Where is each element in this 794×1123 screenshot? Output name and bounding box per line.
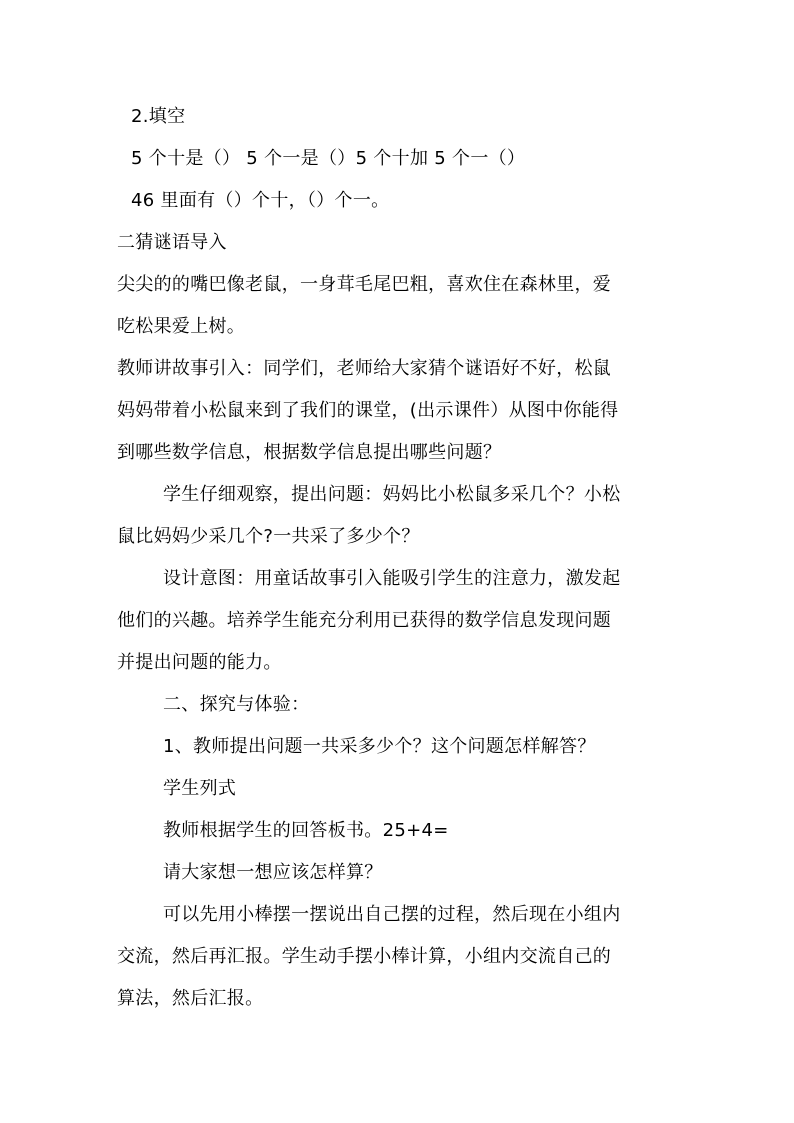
sticks-activity-line-2: 交流，然后再汇报。学生动手摆小棒计算，小组内交流自己的 <box>117 946 612 967</box>
design-intent-line-2: 他们的兴趣。培养学生能充分利用已获得的数学信息发现问题 <box>117 610 612 631</box>
teacher-board: 教师根据学生的回答板书。25+4= <box>163 820 449 841</box>
teacher-story-line-1: 教师讲故事引入：同学们，老师给大家猜个谜语好不好，松鼠 <box>117 358 612 379</box>
student-equation: 学生列式 <box>163 778 237 799</box>
section-heading-explore: 二、探究与体验： <box>163 694 310 715</box>
fill-blank-line-2: 46 里面有（）个十，（）个一。 <box>131 190 390 211</box>
design-intent-line-1: 设计意图：用童话故事引入能吸引学生的注意力，激发起 <box>163 568 621 589</box>
design-intent-line-3: 并提出问题的能力。 <box>117 652 282 673</box>
sticks-activity-line-3: 算法，然后汇报。 <box>117 988 264 1009</box>
fill-blank-heading: 2.填空 <box>131 106 186 127</box>
fill-blank-line-1: 5 个十是（） 5 个一是（）5 个十加 5 个一（） <box>131 148 526 169</box>
think-prompt: 请大家想一想应该怎样算？ <box>163 862 383 883</box>
riddle-text-line-2: 吃松果爱上树。 <box>117 316 246 337</box>
section-heading-riddle: 二猜谜语导入 <box>117 232 227 253</box>
explore-question: 1、教师提出问题一共采多少个？这个问题怎样解答？ <box>163 736 596 757</box>
teacher-story-line-3: 到哪些数学信息，根据数学信息提出哪些问题？ <box>117 442 502 463</box>
teacher-story-line-2: 妈妈带着小松鼠来到了我们的课堂，(出示课件）从图中你能得 <box>117 400 619 421</box>
sticks-activity-line-1: 可以先用小棒摆一摆说出自己摆的过程，然后现在小组内 <box>163 904 621 925</box>
student-observe-line-1: 学生仔细观察，提出问题：妈妈比小松鼠多采几个？小松 <box>163 484 621 505</box>
riddle-text-line-1: 尖尖的的嘴巴像老鼠，一身茸毛尾巴粗，喜欢住在森林里，爱 <box>117 274 612 295</box>
student-observe-line-2: 鼠比妈妈少采几个?一共采了多少个？ <box>117 526 420 547</box>
